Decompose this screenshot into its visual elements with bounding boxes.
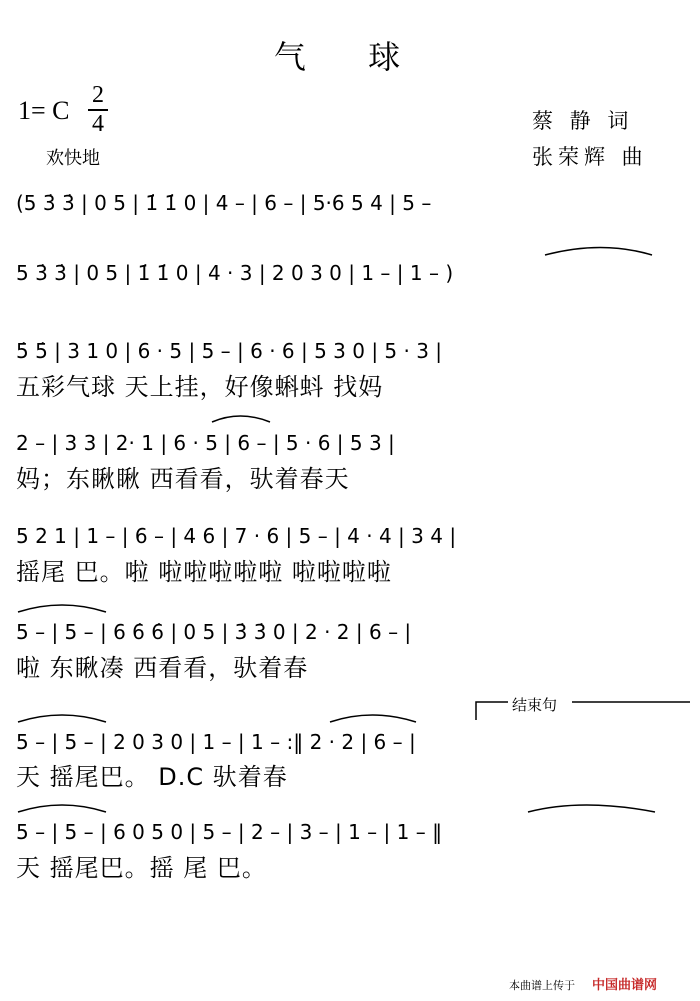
tie-arc: [18, 715, 106, 722]
song-title: 气 球: [273, 38, 427, 76]
staff-line-8: 5 – | 5 – | 6 0 5 0 | 5 – | 2 – | 3 – | 1 – | 1 – ‖: [16, 820, 443, 844]
staff-line-5: 5 2 1 | 1 – | 6 – | 4 6 | 7 · 6 | 5 – | 4 · 4 | 3 4 |: [16, 524, 457, 548]
ending-bracket: [476, 702, 690, 720]
staff-line-3: 5̇ 5̇ | 3 1 0 | 6 · 5 | 5 – | 6 · 6 | 5 3 0 | 5 · 3 |: [16, 339, 443, 363]
lyric-line-5: 摇尾 巴。啦 啦啦啦啦啦 啦啦啦啦: [16, 558, 392, 586]
staff-line-4: 2 – | 3 3 | 2· 1 | 6 · 5 | 6 – | 5 · 6 | 5 3 |: [16, 431, 395, 455]
upload-note: 本曲谱上传于: [509, 979, 575, 992]
staff-line-7: 5 – | 5 – | 2 0 3 0 | 1 – | 1 – :‖ 2 · 2 | 6 – |: [16, 730, 416, 754]
lyricist-credit: 蔡 静 词: [532, 109, 634, 133]
staff-line-1: (5 3̇ 3̇ | 0 5 | 1̇ 1̇ 0 | 4 – | 6 – | 5·6 5 4 | 5 –: [16, 191, 432, 215]
tie-arc: [18, 605, 106, 612]
lyric-line-3: 五彩气球 天上挂，好像蝌蚪 找妈: [16, 373, 384, 401]
tie-arc: [18, 805, 106, 812]
site-logo[interactable]: 中国曲谱网: [592, 978, 658, 993]
tie-arc: [212, 416, 270, 422]
lyric-line-7: 天 摇尾巴。 D.C 驮着春: [16, 763, 288, 791]
tie-arc: [528, 805, 655, 812]
ending-label: 结束句: [512, 696, 558, 714]
time-signature-bottom: 4: [92, 111, 104, 137]
lyric-line-8: 天 摇尾巴。摇 尾 巴。: [16, 854, 267, 882]
staff-line-6: 5 – | 5 – | 6 6̇ 6̇ | 0 5 | 3̇ 3̇ 0 | 2 · 2 | 6 – |: [16, 620, 412, 644]
composer-credit: 张荣辉 曲: [532, 145, 648, 169]
key-signature: 1= C: [18, 96, 70, 125]
tempo-marking: 欢快地: [46, 148, 100, 169]
tie-arc: [330, 715, 416, 722]
time-signature-top: 2: [92, 82, 104, 108]
tie-arc: [545, 248, 652, 256]
staff-line-2: 5 3̇ 3̇ | 0 5 | 1̇ 1̇ 0 | 4 · 3 | 2 0 3 0 | 1 – | 1 – ): [16, 261, 454, 285]
lyric-line-6: 啦 东瞅凑 西看看，驮着春: [16, 654, 309, 682]
lyric-line-4: 妈；东瞅瞅 西看看，驮着春天: [16, 465, 350, 493]
